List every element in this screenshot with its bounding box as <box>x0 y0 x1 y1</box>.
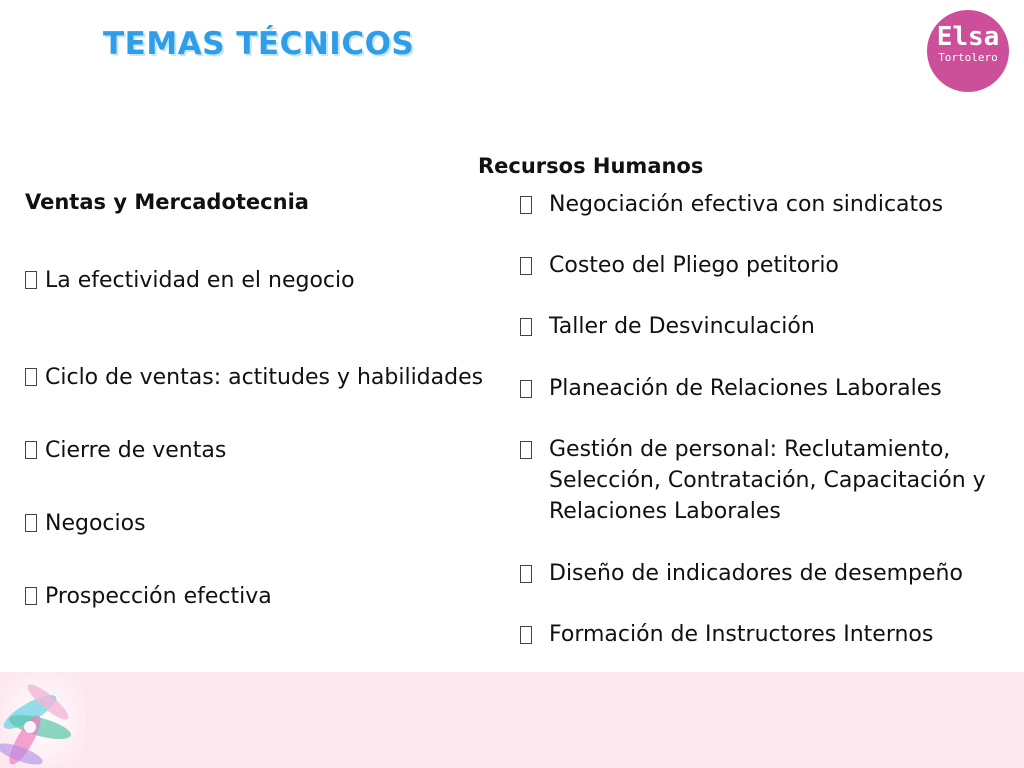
footer-band <box>0 672 1024 768</box>
elsa-tortolero-logo <box>927 10 1009 92</box>
bullet-icon <box>25 441 37 459</box>
list-item: Gestión de personal: Reclutamiento, Selección, Contratación, Capacitación y Relaciones Laborales <box>520 434 989 527</box>
slide-title: TEMAS TÉCNICOS <box>103 26 415 62</box>
list-item: Diseño de indicadores de desempeño <box>520 558 1019 589</box>
list-item: Ciclo de ventas: actitudes y habilidades <box>25 362 483 393</box>
list-item: Formación de Instructores Internos <box>520 619 1019 650</box>
bullet-icon <box>520 318 532 336</box>
bullet-icon <box>25 271 37 289</box>
bullet-icon <box>520 257 532 275</box>
bullet-icon <box>25 514 37 532</box>
logo-name: Elsa <box>936 22 1000 52</box>
rh-heading: Recursos Humanos <box>478 154 704 178</box>
list-item: La efectividad en el negocio <box>25 265 355 296</box>
list-item: Planeación de Relaciones Laborales <box>520 373 1019 404</box>
bullet-icon <box>25 368 37 386</box>
list-item: Cierre de ventas <box>25 435 226 466</box>
list-item: Negocios <box>25 508 146 539</box>
bullet-icon <box>520 196 532 214</box>
list-item: Prospección efectiva <box>25 581 272 612</box>
list-item: Taller de Desvinculación <box>520 311 1019 342</box>
bullet-icon <box>520 380 532 398</box>
logo-surname: Tortolero <box>938 51 998 64</box>
bullet-icon <box>520 565 532 583</box>
bullet-icon <box>25 587 37 605</box>
flower-decoration-icon <box>0 672 86 768</box>
bullet-icon <box>520 626 532 644</box>
list-item: Negociación efectiva con sindicatos <box>520 189 1019 220</box>
bullet-icon <box>520 441 532 459</box>
list-item: Costeo del Pliego petitorio <box>520 250 1019 281</box>
ventas-heading: Ventas y Mercadotecnia <box>25 190 309 214</box>
